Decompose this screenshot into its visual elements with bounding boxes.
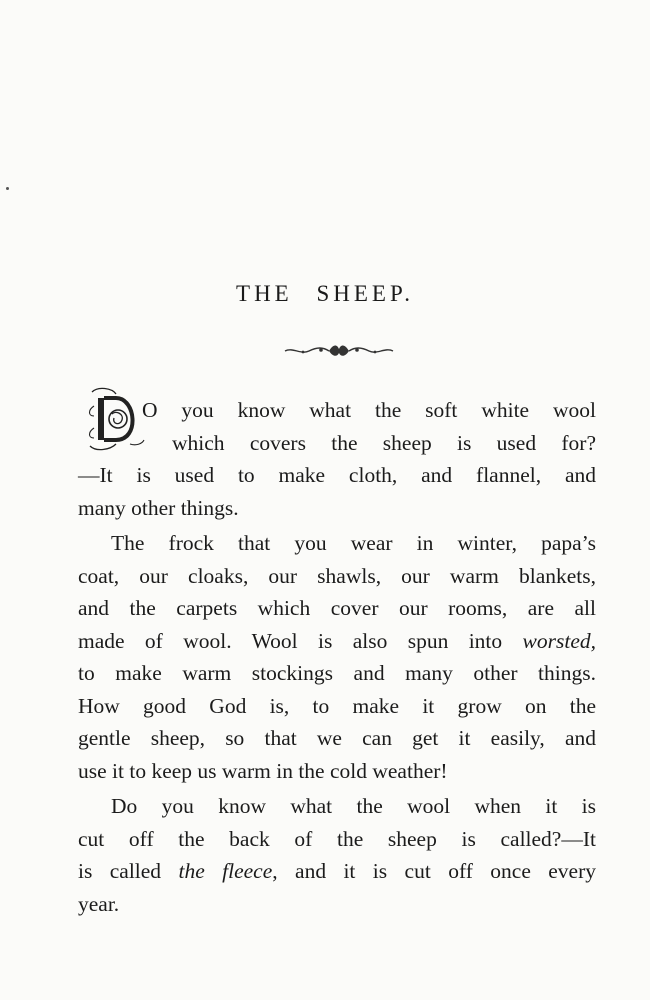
text-fragment: , and it is cut off once every <box>272 859 596 883</box>
text-fragment: made of wool. Wool is also spun into <box>78 628 503 653</box>
text-line: —It is used to make cloth, and flannel, and <box>78 463 596 487</box>
paragraph <box>78 790 596 920</box>
text-line: How good God is, to make it grow on the <box>78 693 596 718</box>
text-line: O you know what the soft white wool <box>142 398 596 422</box>
italic-word: worsted, <box>522 628 596 653</box>
text-line: and the carpets which cover our rooms, are all <box>78 596 596 620</box>
text-line: The frock that you wear in winter, papa’s <box>111 531 596 555</box>
text-line <box>78 625 596 658</box>
chapter-title: THE SHEEP. <box>236 281 414 306</box>
italic-phrase: the fleece <box>178 859 273 883</box>
paragraph <box>78 527 596 787</box>
text-line: gentle sheep, so that we can get it easily, and <box>78 726 596 750</box>
text-line: cut off the back of the sheep is called?—It <box>78 826 596 851</box>
text-line: year. <box>78 891 120 916</box>
flourish-ornament-icon <box>283 341 395 361</box>
text-line: use it to keep us warm in the cold weather! <box>78 758 448 783</box>
print-speck <box>6 187 9 190</box>
body-text <box>78 394 596 920</box>
text-line: to make warm stockings and many other things. <box>78 661 596 685</box>
text-line: many other things. <box>78 495 239 520</box>
text-line: which covers the sheep is used for? <box>172 430 596 455</box>
text-line <box>78 855 596 888</box>
text-fragment: is called <box>78 859 162 883</box>
paragraph <box>78 394 596 524</box>
text-line: coat, our cloaks, our shawls, our warm blankets, <box>78 563 596 588</box>
text-line: Do you know what the wool when it is <box>111 794 596 818</box>
